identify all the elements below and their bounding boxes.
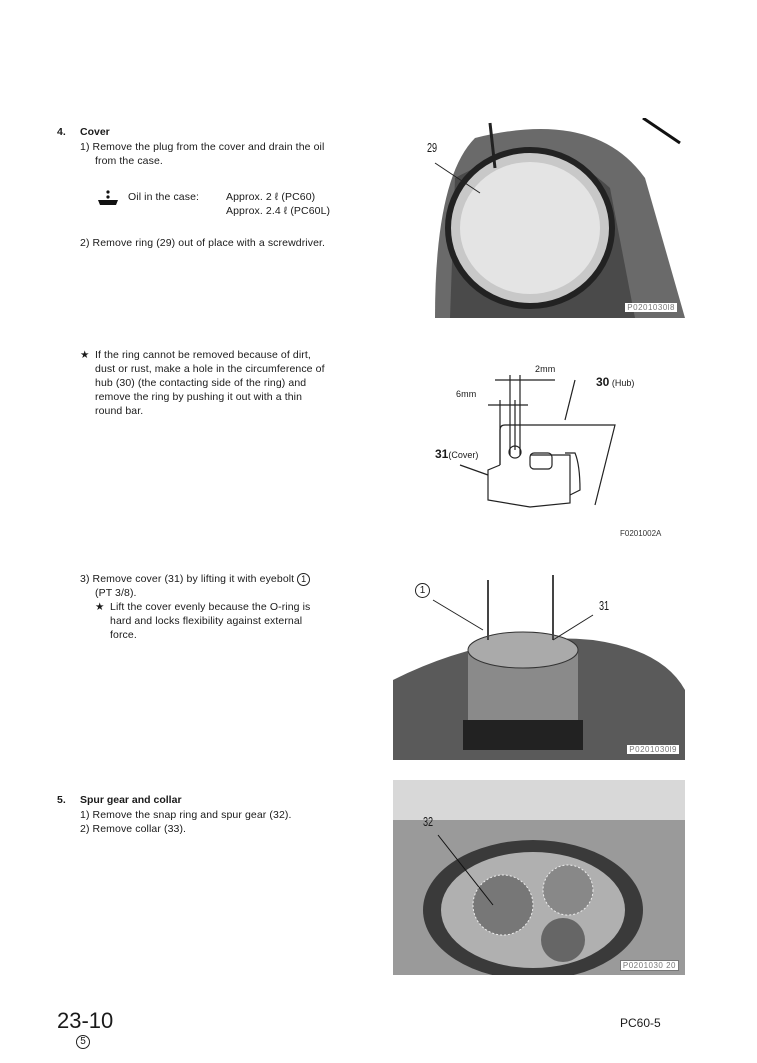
part-name: (Hub): [611, 378, 635, 388]
step-text: from the case.: [95, 155, 163, 167]
callout-label: 32: [423, 814, 434, 829]
dimension-label: 2mm: [535, 364, 556, 374]
note-line: If the ring cannot be removed because of dirt,: [95, 349, 311, 361]
section-number: 4.: [57, 126, 66, 138]
photo-spur-gear: [393, 780, 685, 975]
step-line: 3) Remove cover (31) by lifting it with eyebolt: [80, 573, 295, 585]
note-line: round bar.: [95, 405, 144, 417]
oil-value: Approx. 2.4 ℓ (PC60L): [226, 205, 331, 217]
photo-cover-lift: [393, 560, 685, 760]
part-label-hub: [596, 375, 634, 389]
part-name: (Cover): [448, 450, 479, 460]
note-text: [110, 600, 358, 642]
dimension-label: 6mm: [456, 389, 477, 399]
step-text: (PT 3/8).: [95, 587, 137, 599]
step-text: 1) Remove the snap ring and spur gear (32).: [80, 809, 292, 821]
step-text: [80, 572, 310, 586]
callout-label: 1: [415, 583, 430, 598]
callout-label: 31: [599, 598, 610, 613]
model-label: PC60-5: [620, 1016, 661, 1030]
figure-code: P0201030l8: [627, 303, 675, 312]
circled-number: 1: [297, 573, 310, 586]
callout-label: 29: [427, 140, 438, 155]
note-line: hub (30) (the contacting side of the ring) and: [95, 377, 307, 389]
note-line: Lift the cover evenly because the O-ring is: [110, 601, 311, 613]
step-text: 2) Remove collar (33).: [80, 823, 187, 835]
part-number: 30: [596, 375, 610, 389]
section-title: Cover: [80, 126, 110, 138]
section-number: 5.: [57, 794, 66, 806]
step-text: 1) Remove the plug from the cover and drain the oil: [80, 141, 325, 153]
figure-code: F0201002A: [620, 529, 662, 538]
note-line: force.: [110, 629, 137, 641]
note-line: remove the ring by pushing it out with a thin: [95, 391, 303, 403]
star-icon: ★: [80, 349, 90, 361]
part-label-cover: [435, 447, 478, 461]
photo-cover-ring: [395, 118, 685, 318]
oil-label: Oil in the case:: [128, 191, 200, 203]
part-number: 31: [435, 447, 449, 461]
note-text: [95, 348, 357, 418]
oil-value: Approx. 2 ℓ (PC60): [226, 191, 316, 203]
note-line: dust or rust, make a hole in the circumference of: [95, 363, 325, 375]
note-line: hard and locks flexibility against external: [110, 615, 303, 627]
figure-code: P0201030 20: [620, 960, 679, 971]
revision-mark: 5: [76, 1035, 90, 1049]
star-icon: ★: [95, 601, 105, 613]
ring-section-diagram: [400, 355, 690, 545]
figure-code: P0201030l9: [629, 745, 677, 754]
step-text: 2) Remove ring (29) out of place with a screwdriver.: [80, 237, 326, 249]
section-title: Spur gear and collar: [80, 794, 182, 806]
page-number: 23-10: [57, 1008, 114, 1033]
oil-icon: [97, 190, 119, 206]
